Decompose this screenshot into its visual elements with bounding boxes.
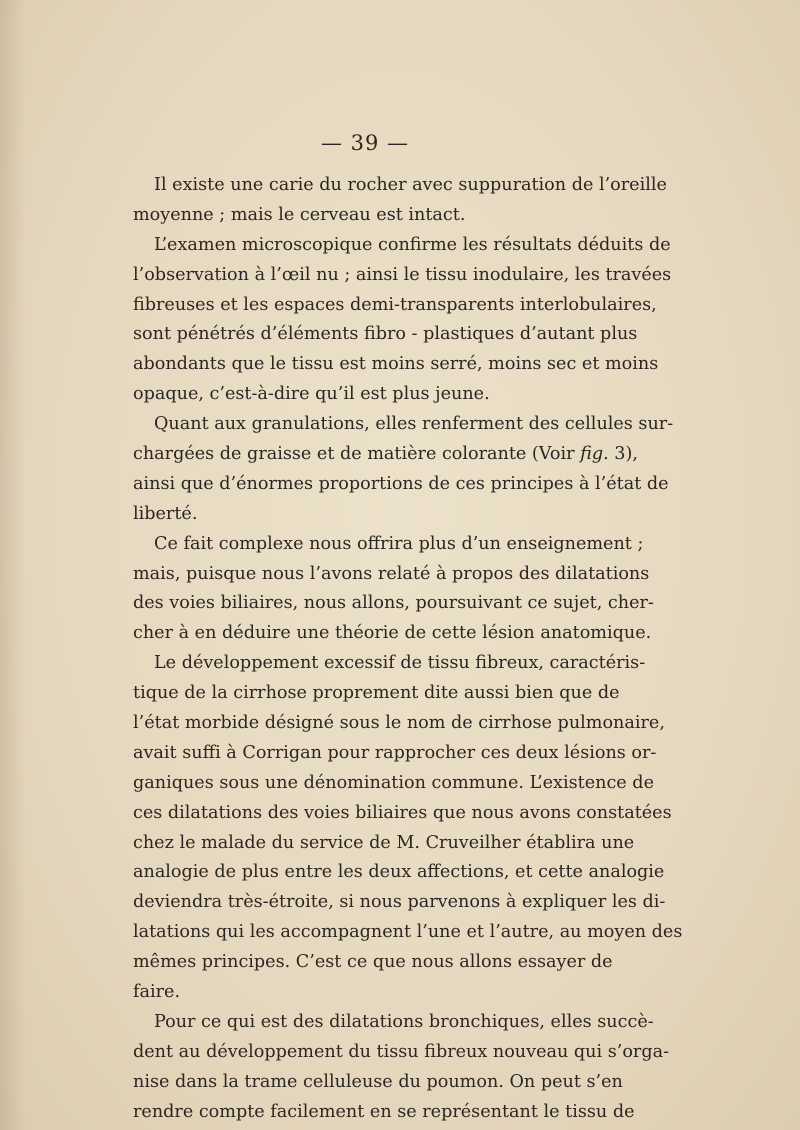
text-line: fibreuses et les espaces demi-transparents interlobulaires, bbox=[133, 294, 657, 315]
page-number: — 39 — bbox=[320, 131, 410, 155]
text-line: l’état morbide désigné sous le nom de cirrhose pulmonaire, bbox=[133, 713, 665, 734]
text-line: ainsi que d’énormes proportions de ces principes à l’état de bbox=[133, 473, 669, 494]
text-line: cher à en déduire une théorie de cette lésion anatomique. bbox=[133, 623, 652, 644]
text-line: chez le malade du service de M. Cruveilher établira une bbox=[133, 832, 635, 853]
text-line: avait suffi à Corrigan pour rapprocher ces deux lésions or- bbox=[133, 742, 657, 763]
text-line: Le développement excessif de tissu fibreux, caractéris- bbox=[154, 653, 646, 674]
text-line: tique de la cirrhose proprement dite aussi bien que de bbox=[133, 683, 620, 704]
text-line: opaque, c’est-à-dire qu’il est plus jeune. bbox=[133, 384, 490, 405]
text-line: mais, puisque nous l’avons relaté à propos des dilatations bbox=[133, 563, 650, 584]
text-line: Pour ce qui est des dilatations bronchiques, elles succè- bbox=[154, 1011, 654, 1032]
text-line: ganiques sous une dénomination commune. L’existence de bbox=[133, 772, 654, 793]
text-line: latations qui les accompagnent l’une et l’autre, au moyen des bbox=[133, 922, 683, 943]
text-line: moyenne ; mais le cerveau est intact. bbox=[133, 204, 466, 225]
text-line: rendre compte facilement en se représentant le tissu de bbox=[133, 1101, 635, 1122]
text-line: dent au développement du tissu fibreux nouveau qui s’orga- bbox=[133, 1041, 670, 1062]
text-line: L’examen microscopique confirme les résultats déduits de bbox=[154, 234, 671, 255]
text-line: deviendra très-étroite, si nous parvenons à expliquer les di- bbox=[133, 892, 666, 913]
text-line: abondants que le tissu est moins serré, moins sec et moins bbox=[133, 354, 659, 375]
text-line: sont pénétrés d’éléments fibro - plastiques d’autant plus bbox=[133, 324, 638, 345]
text-line: Quant aux granulations, elles renferment des cellules sur- bbox=[154, 414, 674, 435]
text-line: Il existe une carie du rocher avec suppuration de l’oreille bbox=[154, 175, 667, 195]
text-line: chargées de graisse et de matière colorante (Voir fig. 3), bbox=[133, 444, 638, 465]
text-line: des voies biliaires, nous allons, poursuivant ce sujet, cher- bbox=[133, 593, 654, 614]
text-line: l’observation à l’œil nu ; ainsi le tissu inodulaire, les travées bbox=[133, 264, 672, 285]
text-line: mêmes principes. C’est ce que nous allons essayer de bbox=[133, 952, 613, 973]
text-line: liberté. bbox=[133, 503, 198, 524]
figure-reference: fig. bbox=[580, 444, 609, 465]
body-text bbox=[133, 171, 683, 1128]
spine-shadow bbox=[0, 0, 26, 1130]
text-line: analogie de plus entre les deux affections, et cette analogie bbox=[133, 862, 665, 883]
text-line: faire. bbox=[133, 982, 181, 1003]
text-line: Ce fait complexe nous offrira plus d’un enseignement ; bbox=[154, 533, 644, 554]
text-line: nise dans la trame celluleuse du poumon. On peut s’en bbox=[133, 1071, 623, 1092]
text-line: ces dilatations des voies biliaires que nous avons constatées bbox=[133, 802, 672, 823]
